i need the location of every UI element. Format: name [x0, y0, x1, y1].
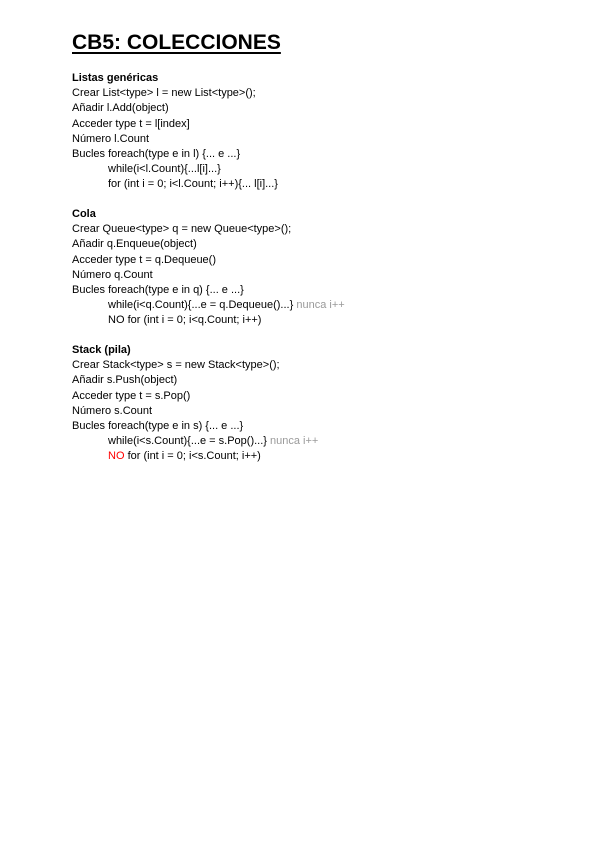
section-heading: Stack (pila)	[72, 344, 131, 356]
text-line: Número l.Count	[72, 132, 150, 145]
section-heading: Cola	[72, 208, 96, 220]
while-code: while(i<s.Count){...e = s.Pop()...}	[108, 435, 267, 448]
text-line: Crear Stack<type> s = new Stack<type>();	[72, 359, 280, 372]
text-line: Acceder type t = s.Pop()	[72, 389, 191, 402]
text-line: while(i<l.Count){...l[i]...}	[108, 163, 221, 176]
section-cola	[72, 207, 572, 329]
for-line	[72, 313, 572, 328]
text-line: Crear List<type> l = new List<type>();	[72, 87, 256, 100]
section-heading: Listas genéricas	[72, 72, 159, 84]
section-listas-genericas	[72, 71, 572, 193]
while-code: while(i<q.Count){...e = q.Dequeue()...}	[108, 299, 294, 312]
for-code: for (int i = 0; i<s.Count; i++)	[127, 450, 261, 463]
while-line	[72, 434, 572, 449]
text-line: Añadir s.Push(object)	[72, 374, 178, 387]
text-line: Número s.Count	[72, 404, 153, 417]
for-code: for (int i = 0; i<q.Count; i++)	[127, 314, 262, 327]
text-line: Número q.Count	[72, 268, 153, 281]
no-label: NO	[108, 314, 125, 327]
text-line: Añadir l.Add(object)	[72, 102, 169, 115]
while-note: nunca i++	[296, 299, 345, 312]
no-label-warning: NO	[108, 450, 125, 463]
text-line: Crear Queue<type> q = new Queue<type>();	[72, 223, 292, 236]
text-line: Bucles foreach(type e in s) {... e ...}	[72, 419, 244, 432]
for-line	[72, 449, 572, 464]
page-title: CB5: COLECCIONES	[72, 31, 281, 54]
text-line: Bucles foreach(type e in q) {... e ...}	[72, 283, 244, 296]
text-line: Acceder type t = l[index]	[72, 117, 190, 130]
section-stack-pila	[72, 343, 572, 465]
text-line: Acceder type t = q.Dequeue()	[72, 253, 216, 266]
while-line	[72, 298, 572, 313]
while-note: nunca i++	[270, 435, 319, 448]
text-line: Añadir q.Enqueue(object)	[72, 238, 197, 251]
text-line: for (int i = 0; i<l.Count; i++){... l[i]...}	[108, 178, 278, 191]
text-line: Bucles foreach(type e in l) {... e ...}	[72, 147, 241, 160]
